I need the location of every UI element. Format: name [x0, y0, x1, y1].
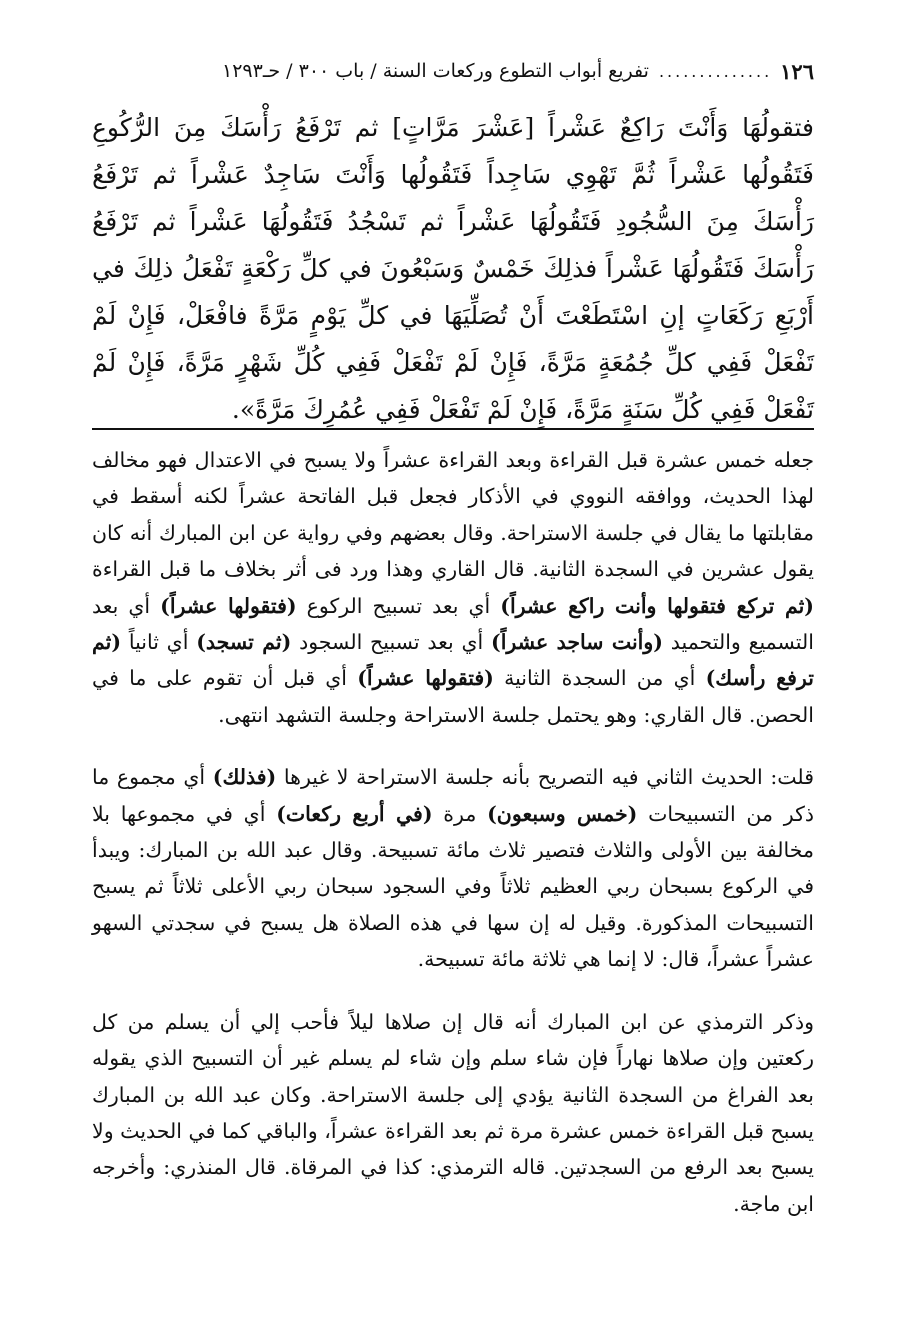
hadith-text: فتقولُهَا وَأَنْتَ رَاكِعٌ عَشْراً [عَشْرَ مَرَّاتٍ] ثم تَرْفَعُ رَأْسَكَ مِنَ الرُّكُوعِ فَتَقُولُها عَشْراً ثُمَّ تَهْوِي سَاجِداً فَتَقُولُها وَأَنْتَ سَاجِدٌ عَشْراً ثم تَرْفَعُ رَأْسَكَ مِنَ السُّجُودِ فَتَقُولُهَا عَشْراً ثم تَسْجُدُ فَتَقُولُهَا عَشْراً ثم تَرْفَعُ رَأْسَكَ فَتَقُولُهَا عَشْراً فذلِكَ خَمْسٌ وَسَبْعُونَ في كلِّ رَكْعَةٍ تَفْعَلُ ذلِكَ في أَرْبَعِ رَكَعَاتٍ إنِ اسْتَطَعْتَ أَنْ تُصَلِّيَهَا في كلِّ يَوْمٍ مَرَّةً فافْعَلْ، فَإِنْ لَمْ تَفْعَلْ فَفِي كلِّ جُمُعَةٍ مَرَّةً، فَإِنْ لَمْ تَفْعَلْ فَفِي كُلِّ شَهْرٍ مَرَّةً، فَإِنْ لَمْ تَفْعَلْ فَفِي كُلِّ سَنَةٍ مَرَّةً، فَإِنْ لَمْ تَفْعَلْ فَفِي عُمُرِكَ مَرَّةً».: [92, 113, 814, 424]
commentary-text: جعله خمس عشرة قبل القراءة وبعد القراءة عشراً ولا يسبح في الاعتدال فهو مخالف لهذا الحديث، ووافقه النووي في الأذكار فجعل قبل الفاتحة عشراً لكنه أسقط في مقابلتها ما يقال في جلسة الاستراحة. وقال بعضهم وفي رواية عن ابن المبارك أنه كان يقول عشرين في السجدة الثانية. قال القاري وهذا ورد فى أثر بخلاف ما قبل القراءة: [92, 448, 814, 582]
commentary-text: أي بعد تسبيح السجود: [299, 630, 484, 655]
quoted-phrase: (ثم ترفع رأسك): [92, 630, 814, 691]
commentary-text: أي بعد التسميع والتحميد: [92, 593, 814, 655]
quoted-phrase: (في أربع ركعات): [276, 801, 433, 826]
running-header: [92, 54, 814, 88]
quoted-phrase: (فتقولها عشراً): [357, 666, 494, 691]
commentary-section: [92, 442, 814, 1222]
commentary-text: أي في مجموعها بلا مخالفة بين الأولى والثلاث فتصير ثلاث مائة تسبيحة. وقال عبد الله بن المبارك: ويبدأ في الركوع بسبحان ربي العظيم ثلاثاً وفي السجود سبحان ربي الأعلى ثلاثاً ثم يسبح التسبيحات المذكورة. وقيل له إن سها في هذه الصلاة هل يسبح في سجدتي السهو عشراً عشراً، قال: لا إنما هي ثلاثة مائة تسبيحة.: [92, 801, 814, 972]
page-number: ١٢٦: [780, 58, 814, 84]
commentary-text: قلت: الحديث الثاني فيه التصريح بأنه جلسة الاستراحة لا غيرها: [283, 765, 815, 790]
commentary-text: أي قبل أن تقوم على ما في الحصن. قال القاري: وهو يحتمل جلسة الاستراحة وجلسة التشهد انتهى.: [92, 666, 814, 727]
commentary-text: أي من السجدة الثانية: [504, 666, 696, 691]
commentary-text: أي بعد تسبيح الركوع: [306, 593, 491, 618]
commentary-paragraph-1: [92, 442, 814, 733]
quoted-phrase: (وأنت ساجد عشراً): [491, 630, 663, 655]
quoted-phrase: (فذلك): [212, 765, 277, 790]
running-title: تفريع أبواب التطوع وركعات السنة / باب ٣٠٠ / حـ١٢٩٣: [222, 60, 649, 82]
commentary-text: أي ثانياً: [128, 630, 189, 655]
header-dot-leader: ..............: [658, 61, 773, 81]
quoted-phrase: (ثم تسجد): [196, 630, 292, 655]
quoted-phrase: (ثم تركع فتقولها وأنت راكع عشراً): [500, 593, 814, 618]
footnote-separator-rule: [92, 428, 814, 430]
commentary-paragraph-2: [92, 759, 814, 977]
commentary-text: أي مجموع ما ذكر من التسبيحات: [92, 765, 814, 826]
quoted-phrase: (فتقولها عشراً): [160, 593, 297, 618]
commentary-text: وذكر الترمذي عن ابن المبارك أنه قال إن صلاها ليلاً فأحب إلي أن يسلم من كل ركعتين وإن صلاها نهاراً فإن شاء سلم وإن شاء لم يسلم غير أن التسبيح الذي يقوله بعد الفراغ من السجدة الثانية يؤدي إلى جلسة الاستراحة. وكان عبد الله بن المبارك يسبح قبل القراءة خمس عشرة مرة ثم بعد القراءة عشراً، والباقي كما في الحديث ولا يسبح بعد الرفع من السجدتين. قاله الترمذي: كذا في المرقاة. قال المنذري: وأخرجه ابن ماجة.: [92, 1009, 814, 1216]
commentary-text: مرة: [443, 801, 477, 826]
commentary-paragraph-3: [92, 1004, 814, 1222]
quoted-phrase: (خمس وسبعون): [487, 801, 638, 826]
